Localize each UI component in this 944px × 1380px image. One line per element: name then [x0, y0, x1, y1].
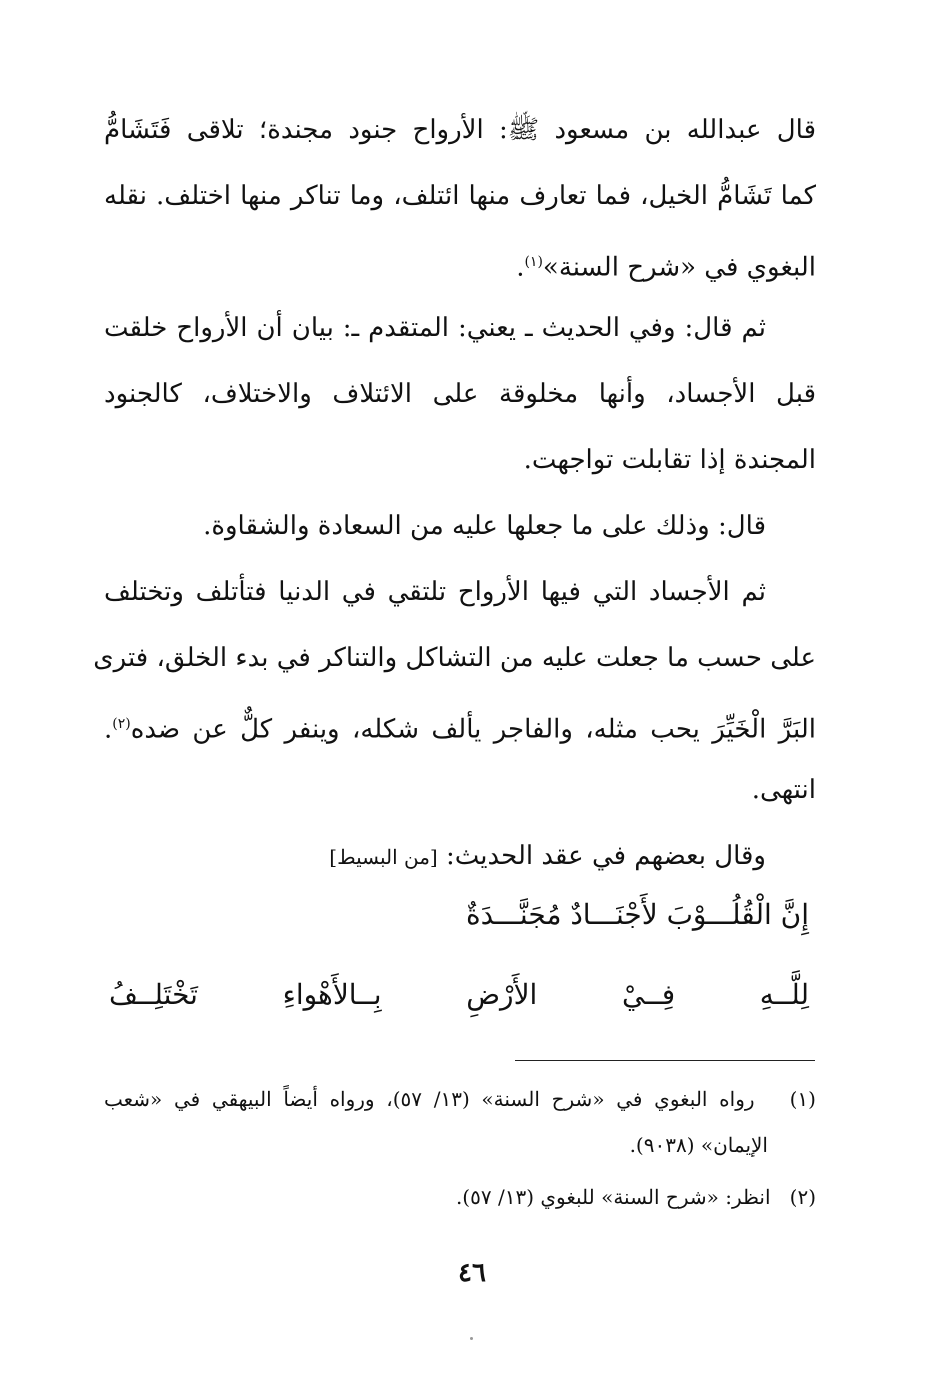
text-line: انتهى.	[751, 775, 816, 805]
text-fragment: وقال بعضهم في عقد الحديث:	[446, 841, 766, 871]
period: .	[516, 252, 525, 283]
scan-speck	[470, 1337, 473, 1340]
footnote-ref: (١)	[524, 254, 543, 270]
footnotes	[104, 1076, 816, 1220]
text-line	[104, 691, 816, 757]
footnote-continuation: الإيمان» (٩٠٣٨).	[629, 1133, 768, 1157]
text-line	[104, 229, 816, 295]
text-line: على حسب ما جعلت عليه من التشاكل والتناكر في بدء الخلق، فترى	[93, 643, 816, 673]
footnote-number: (٢)	[789, 1185, 816, 1209]
poem	[109, 875, 809, 1035]
footnote	[104, 1174, 816, 1220]
period: .	[104, 714, 113, 745]
main-text	[93, 97, 816, 889]
text-line: ثم قال: وفي الحديث ـ يعني: المتقدم ـ: بيان أن الأرواح خلقت	[104, 313, 766, 343]
text-line: قال عبدالله بن مسعود ﷺ: الأرواح جنود مجندة؛ تلاقى فَتَشَامُّ	[104, 115, 816, 145]
text-line: المجندة إذا تقابلت تواجهت.	[523, 445, 816, 475]
footnote-separator	[515, 1060, 815, 1061]
footnote	[104, 1076, 816, 1122]
footnote-ref: (٢)	[112, 716, 131, 732]
verse-second-hemistich: لِلَّــهِ فِــيْ الأَرْضِ بِــالأَهْواءِ تَخْتَلِــفُ	[109, 978, 809, 1011]
text-fragment: البغوي في «شرح السنة»	[542, 252, 816, 283]
text-line: ثم الأجساد التي فيها الأرواح تلتقي في الدنيا فتأتلف وتختلف	[104, 577, 766, 607]
text-fragment: البَرَّ الْخَيِّرَ يحب مثله، والفاجر يألف شكله، وينفر كلٌّ عن ضده	[130, 714, 816, 745]
footnote-text: رواه البغوي في «شرح السنة» (١٣/ ٥٧)، ورواه أيضاً البيهقي في «شعب	[104, 1087, 755, 1111]
footnote-text: انظر: «شرح السنة» للبغوي (١٣/ ٥٧).	[455, 1185, 771, 1209]
meter-label: [من البسيط]	[329, 845, 438, 869]
footnote-number: (١)	[789, 1087, 816, 1111]
page-number: ٤٦	[458, 1258, 486, 1288]
text-line: كما تَشَامُّ الخيل، فما تعارف منها ائتلف، وما تناكر منها اختلف. نقله	[104, 181, 816, 211]
text-line: قال: وذلك على ما جعلها عليه من السعادة والشقاوة.	[203, 511, 766, 541]
verse-first-hemistich: إِنَّ الْقُلُـــوْبَ لأَجْنَـــادٌ مُجَنَّـــدَةٌ	[465, 898, 809, 931]
text-line: قبل الأجساد، وأنها مخلوقة على الائتلاف والاختلاف، كالجنود	[104, 379, 816, 409]
